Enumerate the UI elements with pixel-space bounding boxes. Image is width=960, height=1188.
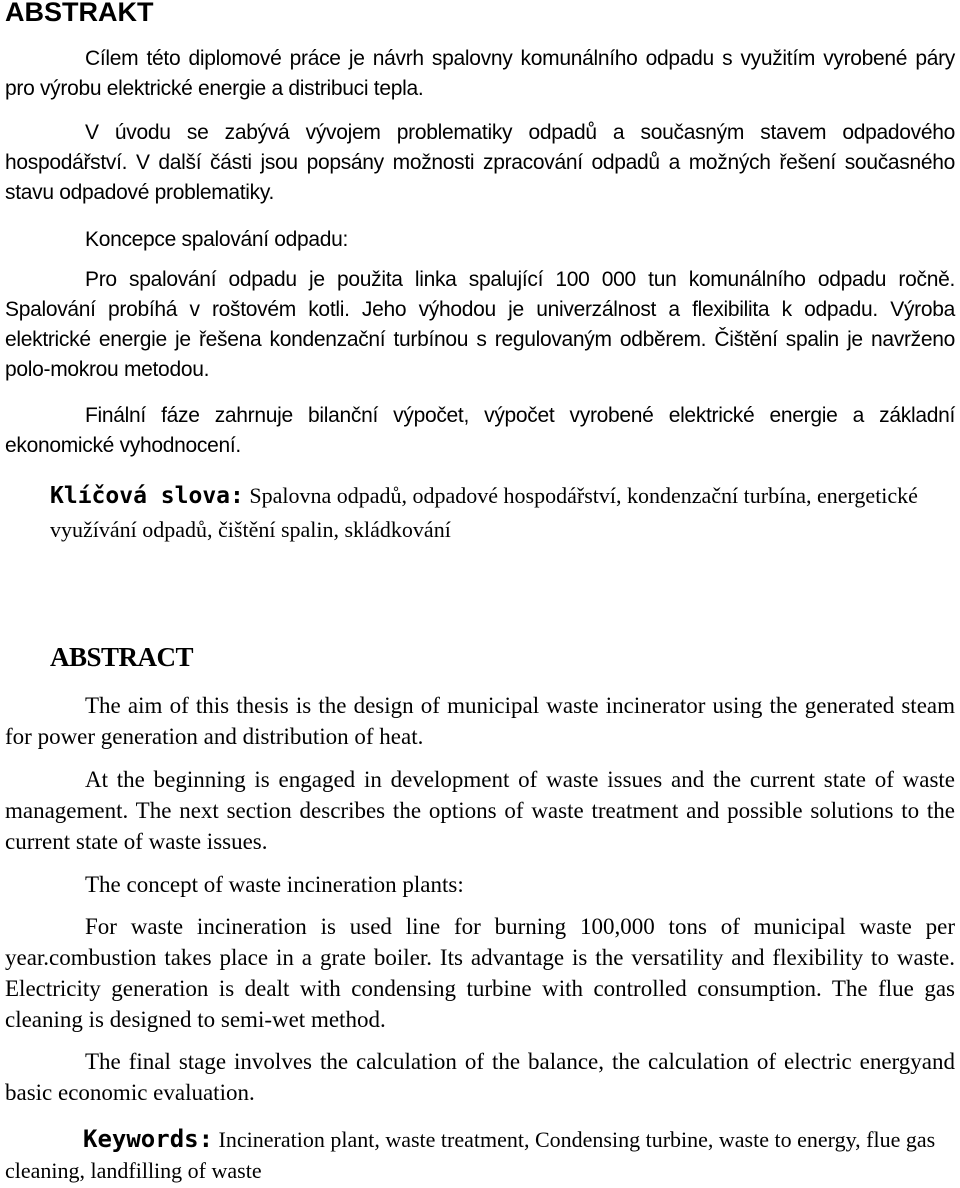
- czech-paragraph-final: Finální fáze zahrnuje bilanční výpočet, výpočet vyrobené elektrické energie a základní ekonomické vyhodnocení.: [5, 404, 955, 457]
- czech-paragraph-concept: Pro spalování odpadu je použita linka spalující 100 000 tun komunálního odpadu ročně. Spalování probíhá v roštovém kotli. Jeho výhodou je univerzálnost a flexibilita k odpadu. Výroba elektrické energie je řešena kondenzační turbínou s regulovaným odběrem. Čištění spalin je navrženo polo-mokrou metodou.: [5, 268, 955, 381]
- czech-paragraph-aim: Cílem této diplomové práce je návrh spalovny komunálního odpadu s využitím vyrobené páry pro výrobu elektrické energie a distribuci tepla.: [5, 47, 955, 100]
- english-keywords-text: Incineration plant, waste treatment, Condensing turbine, waste to energy, flue gas cleaning, landfilling of waste: [5, 1127, 936, 1183]
- english-paragraph-concept-title: The concept of waste incineration plants:: [85, 872, 464, 897]
- czech-keywords-label: Klíčová slova:: [50, 483, 244, 509]
- english-paragraph-final: The final stage involves the calculation of the balance, the calculation of electric energyand basic economic evaluation.: [5, 1049, 955, 1105]
- english-paragraph-intro: At the beginning is engaged in development of waste issues and the current state of waste management. The next section describes the options of waste treatment and possible solutions to the current state of waste issues.: [5, 767, 955, 854]
- czech-paragraph-intro: V úvodu se zabývá vývojem problematiky odpadů a současným stavem odpadového hospodářství. V další části jsou popsány možnosti zpracování odpadů a možných řešení současného stavu odpadové problematiky.: [5, 121, 955, 204]
- czech-keywords: [50, 479, 950, 546]
- czech-abstract-heading: ABSTRAKT: [5, 0, 154, 27]
- czech-keywords-text: Spalovna odpadů, odpadové hospodářství, kondenzační turbína, energetické využívání odpadů, čištění spalin, skládkování: [50, 483, 918, 542]
- english-abstract-heading: ABSTRACT: [50, 642, 194, 672]
- english-paragraph-concept: For waste incineration is used line for burning 100,000 tons of municipal waste per year.combustion takes place in a grate boiler. Its advantage is the versatility and flexibility to waste. Electricity generation is dealt with condensing turbine with controlled consumption. The flue gas cleaning is designed to semi-wet method.: [5, 914, 955, 1032]
- english-keywords-label: Keywords:: [83, 1125, 214, 1153]
- czech-paragraph-concept-title: Koncepce spalování odpadu:: [85, 228, 349, 251]
- english-paragraph-aim: The aim of this thesis is the design of municipal waste incinerator using the generated steam for power generation and distribution of heat.: [5, 693, 955, 749]
- english-keywords: [5, 1124, 955, 1186]
